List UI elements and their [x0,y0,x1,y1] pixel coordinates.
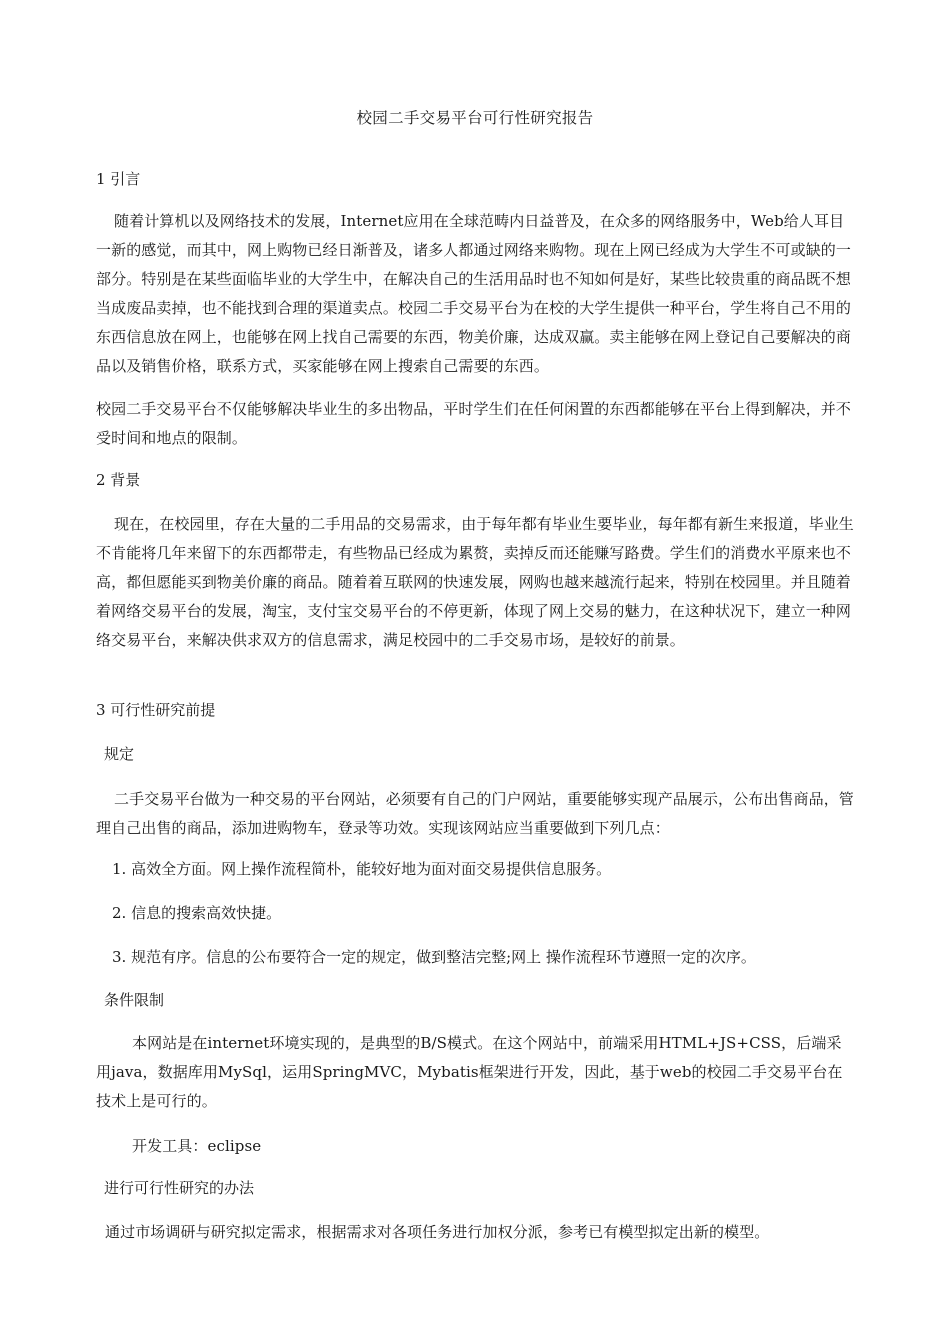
section-heading-prerequisites: 3 可行性研究前提 [96,701,216,719]
paragraph-constraints: 本网站是在internet环境实现的，是典型的B/S模式。在这个网站中，前端采用HTML+JS+CSS，后端采用java，数据库用MySql，运用SpringMVC，Mybatis框架进行开发，因此，基于web的校园二手交易平台在技术上是可行的。 [96,1034,843,1110]
paragraph-introduction-2: 校园二手交易平台不仅能够解决毕业生的多出物品，平时学生们在任何闲置的东西都能够在平台上得到解决，并不受时间和地点的限制。 [96,400,852,447]
list-item-1: 1. 高效全方面。网上操作流程简朴，能较好地为面对面交易提供信息服务。 [112,860,612,878]
paragraph-introduction-1: 随着计算机以及网络技术的发展，Internet应用在全球范畴内日益普及，在众多的网络服务中，Web给人耳目一新的感觉，而其中，网上购物已经日渐普及，诸多人都通过网络来购物。现在上网已经成为大学生不可或缺的一部分。特别是在某些面临毕业的大学生中，在解决自己的生活用品时也不知如何是好，某些比较贵重的商品既不想当成废品卖掉，也不能找到合理的渠道卖点。校园二手交易平台为在校的大学生提供一种平台，学生将自己不用的东西信息放在网上，也能够在网上找自己需要的东西，物美价廉，达成双赢。卖主能够在网上登记自己要解决的商品以及销售价格，联系方式，买家能够在网上搜索自己需要的东西。 [96,212,852,375]
document-title: 校园二手交易平台可行性研究报告 [356,109,594,127]
paragraph-background: 现在，在校园里，存在大量的二手用品的交易需求，由于每年都有毕业生要毕业，每年都有新生来报道，毕业生不肯能将几年来留下的东西都带走，有些物品已经成为累赘，卖掉反而还能赚写路费。学生们的消费水平原来也不高，都但愿能买到物美价廉的商品。随着着互联网的快速发展，网购也越来越流行起来，特别在校园里。并且随着着网络交易平台的发展，淘宝，支付宝交易平台的不停更新，体现了网上交易的魅力，在这种状况下，建立一种网络交易平台，来解决供求双方的信息需求，满足校园中的二手交易市场，是较好的前景。 [96,515,854,649]
paragraph-requirements: 二手交易平台做为一种交易的平台网站，必须要有自己的门户网站，重要能够实现产品展示，公布出售商品，管理自己出售的商品，添加进购物车，登录等功效。实现该网站应当重要做到下列几点： [96,790,854,837]
list-item-3: 3. 规范有序。信息的公布要符合一定的规定，做到整洁完整;网上 操作流程环节遵照一定的次序。 [112,948,756,966]
section-heading-background: 2 背景 [96,471,141,489]
paragraph-dev-tool: 开发工具：eclipse [132,1137,262,1155]
subheading-method: 进行可行性研究的办法 [104,1179,255,1197]
subheading-constraints: 条件限制 [104,991,165,1009]
section-heading-introduction: 1 引言 [96,170,141,188]
paragraph-method: 通过市场调研与研究拟定需求，根据需求对各项任务进行加权分派，参考已有模型拟定出新的模型。 [105,1223,770,1241]
list-item-2: 2. 信息的搜索高效快捷。 [112,904,282,922]
subheading-requirements: 规定 [104,745,135,763]
